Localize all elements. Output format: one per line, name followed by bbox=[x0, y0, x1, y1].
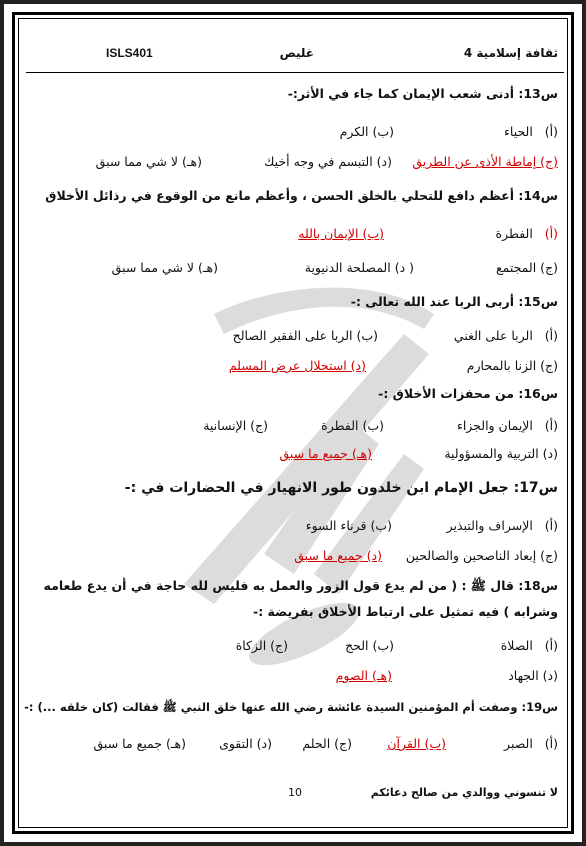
option: (ج) الزكاة bbox=[235, 638, 288, 653]
option: (أ) الحياء bbox=[504, 124, 558, 139]
question-19: س19: وصفت أم المؤمنين السيدة عائشة رضي الله عنها خلق النبي ﷺ فقالت (كان خلقه ...) :- bbox=[24, 700, 558, 714]
option-correct: (ب) القرآن bbox=[387, 736, 446, 751]
option: (د) التبسم في وجه أخيك bbox=[264, 154, 392, 169]
question-14: س14: أعظم دافع للتحلي بالخلق الحسن ، وأعظم مانع من الوقوع في رذائل الأخلاق bbox=[45, 188, 558, 203]
option-correct: (د) استحلال عرض المسلم bbox=[228, 358, 366, 373]
footer-note: لا تنسوني ووالدي من صالح دعائكم bbox=[370, 786, 558, 799]
course-title: ثقافة إسلامية 4 bbox=[463, 46, 558, 60]
option: (د) التقوى bbox=[219, 736, 272, 751]
option: (ج) الزنا بالمحارم bbox=[466, 358, 558, 373]
question-18: س18: قال ﷺ : ( من لم يدع قول الزور والعمل به فليس لله حاجة في أن يدع طعامه bbox=[43, 578, 558, 593]
page-number: 10 bbox=[288, 786, 302, 799]
option: (هـ) لا شي مما سبق bbox=[111, 260, 218, 275]
option: (أ) الربا على الغني bbox=[453, 328, 558, 343]
question-15: س15: أربى الربا عند الله تعالى :- bbox=[350, 294, 558, 309]
question-18-line2: وشرابه ) فيه تمثيل على ارتباط الأخلاق بفريضة :- bbox=[253, 604, 558, 619]
option-correct: (ب) الإيمان بالله bbox=[298, 226, 384, 241]
option: (د) الجهاد bbox=[508, 668, 558, 683]
option: (ب) الكرم bbox=[339, 124, 394, 139]
option: ( د) المصلحة الدنيوية bbox=[304, 260, 414, 275]
document-content bbox=[26, 24, 564, 824]
question-label: س13 bbox=[523, 86, 558, 101]
option: (ج) الإنسانية bbox=[203, 418, 268, 433]
option: (ج) المجتمع bbox=[495, 260, 558, 275]
question-text: : أدنى شعب الإيمان كما جاء في الأثر:- bbox=[287, 86, 524, 101]
option: (ب) الحج bbox=[345, 638, 394, 653]
question-16: س16: من محفزات الأخلاق :- bbox=[378, 386, 558, 401]
option: (ب) الربا على الفقير الصالح bbox=[232, 328, 378, 343]
header-divider bbox=[26, 72, 564, 73]
option: (ب) الفطرة bbox=[321, 418, 384, 433]
course-code: ISLS401 bbox=[106, 46, 153, 60]
option: (ج) إبعاد الناصحين والصالحين bbox=[405, 548, 558, 563]
option: (أ) الإيمان والجزاء bbox=[456, 418, 558, 433]
option: (أ) الفطرة bbox=[495, 226, 558, 241]
option-correct: (هـ) جميع ما سبق bbox=[279, 446, 372, 461]
author-name: غليص bbox=[279, 46, 314, 60]
option: (هـ) لا شي مما سبق bbox=[95, 154, 202, 169]
option: (هـ) جميع ما سبق bbox=[93, 736, 186, 751]
option: (أ) الصلاة bbox=[500, 638, 558, 653]
option-correct: (هـ) الصوم bbox=[335, 668, 392, 683]
option: (د) التربية والمسؤولية bbox=[444, 446, 558, 461]
question-17: س17: جعل الإمام ابن خلدون طور الانهيار في الحضارات في :- bbox=[124, 480, 558, 496]
option-correct: (د) جميع ما سبق bbox=[294, 548, 382, 563]
option: (ب) قرناء السوء bbox=[305, 518, 392, 533]
document-page bbox=[4, 4, 582, 842]
option-correct: (ج) إماطة الأذى عن الطريق bbox=[412, 154, 558, 169]
option: (ج) الحلم bbox=[302, 736, 352, 751]
option: (أ) الصبر bbox=[504, 736, 558, 751]
question-13 bbox=[26, 86, 558, 101]
option: (أ) الإسراف والتبذير bbox=[446, 518, 558, 533]
